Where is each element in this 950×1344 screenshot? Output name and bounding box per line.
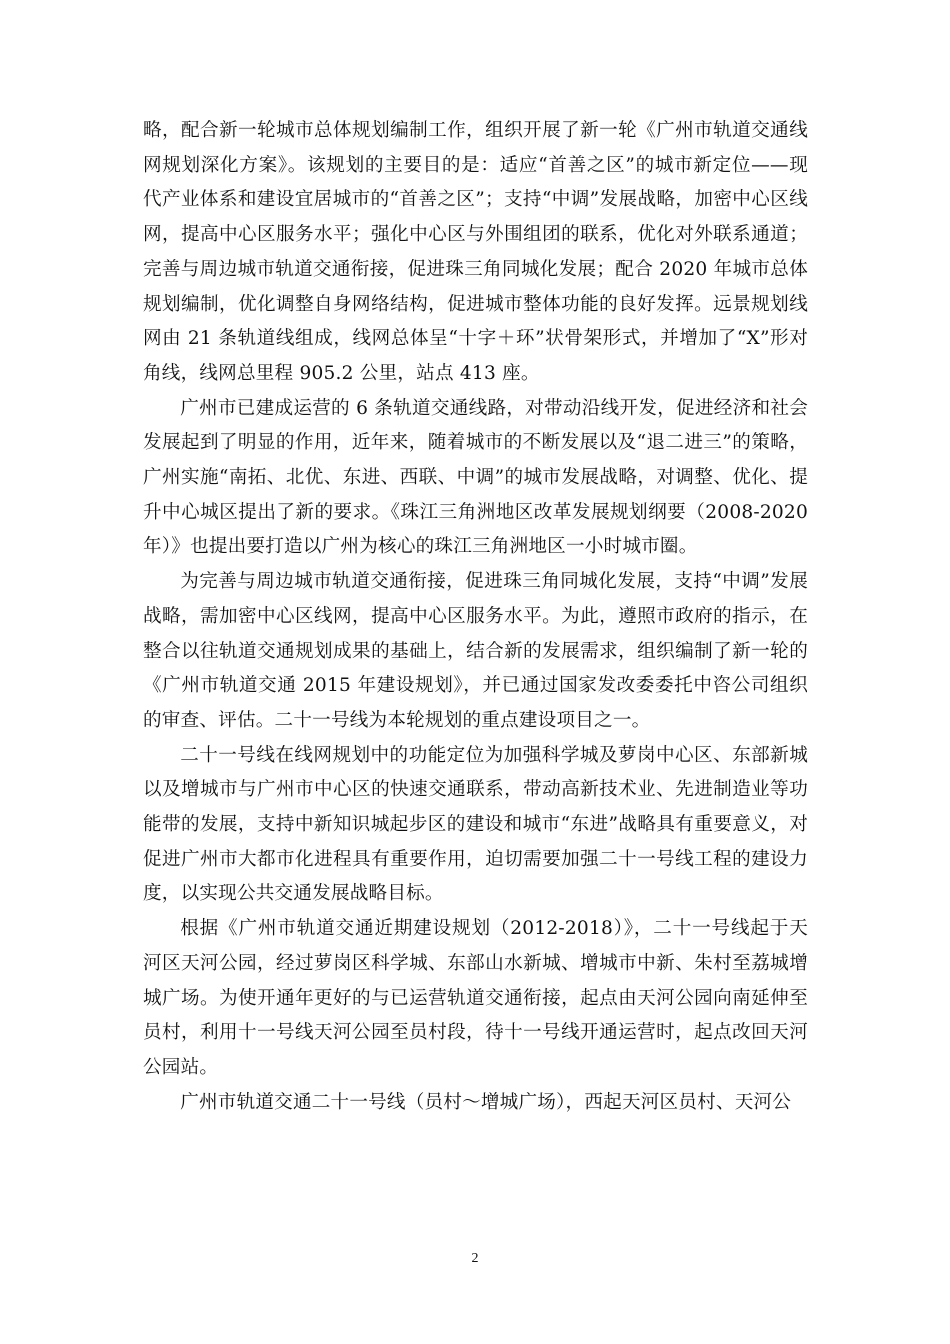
paragraph-operating-lines: 广州市已建成运营的 6 条轨道交通线路，对带动沿线开发，促进经济和社会发展起到了明显的作用，近年来，随着城市的不断发展以及“退二进三”的策略，广州实施“南拓、北优、东进、西联、中调”的城市发展战略，对调整、优化、提升中心城区提出了新的要求。《珠江三角洲地区改革发展规划纲要（2008-2020年）》也提出要打造以广州为核心的珠江三角洲地区一小时城市圈。 [143, 397, 808, 558]
document-body [143, 114, 808, 1120]
page-number: 2 [471, 1251, 479, 1266]
paragraph-line21-overview: 广州市轨道交通二十一号线（员村～增城广场），西起天河区员村、天河公 [180, 1091, 792, 1113]
paragraph-line21-function: 二十一号线在线网规划中的功能定位为加强科学城及萝岗中心区、东部新城以及增城市与广州市中心区的快速交通联系，带动高新技术业、先进制造业等功能带的发展，支持中新知识城起步区的建设和城市“东进”战略具有重要意义，对促进广州市大都市化进程具有重要作用，迫切需要加强二十一号线工程的建设力度，以实现公共交通发展战略目标。 [143, 744, 808, 905]
paragraph-construction-plan: 为完善与周边城市轨道交通衔接，促进珠三角同城化发展，支持“中调”发展战略，需加密中心区线网，提高中心区服务水平。为此，遵照市政府的指示，在整合以往轨道交通规划成果的基础上，结合新的发展需求，组织编制了新一轮的《广州市轨道交通 2015 年建设规划》，并已通过国家发改委委托中咨公司组织的审查、评估。二十一号线为本轮规划的重点建设项目之一。 [143, 571, 808, 731]
paragraph-continuation: 略，配合新一轮城市总体规划编制工作，组织开展了新一轮《广州市轨道交通线网规划深化方案》。该规划的主要目的是：适应“首善之区”的城市新定位——现代产业体系和建设宜居城市的“首善之区”；支持“中调”发展战略，加密中心区线网，提高中心区服务水平；强化中心区与外围组团的联系，优化对外联系通道；完善与周边城市轨道交通衔接，促进珠三角同城化发展；配合 2020 年城市总体规划编制，优化调整自身网络结构，促进城市整体功能的良好发挥。远景规划线网由 21 条轨道线组成，线网总体呈“十字＋环”状骨架形式，并增加了“X”形对角线，线网总里程 905.2 公里，站点 413 座。 [143, 120, 808, 384]
paragraph-line21-route: 根据《广州市轨道交通近期建设规划（2012-2018）》，二十一号线起于天河区天河公园，经过萝岗区科学城、东部山水新城、增城市中新、朱村至荔城增城广场。为使开通年更好的与已运营轨道交通衔接，起点由天河公园向南延伸至员村，利用十一号线天河公园至员村段，待十一号线开通运营时，起点改回天河公园站。 [143, 918, 808, 1078]
